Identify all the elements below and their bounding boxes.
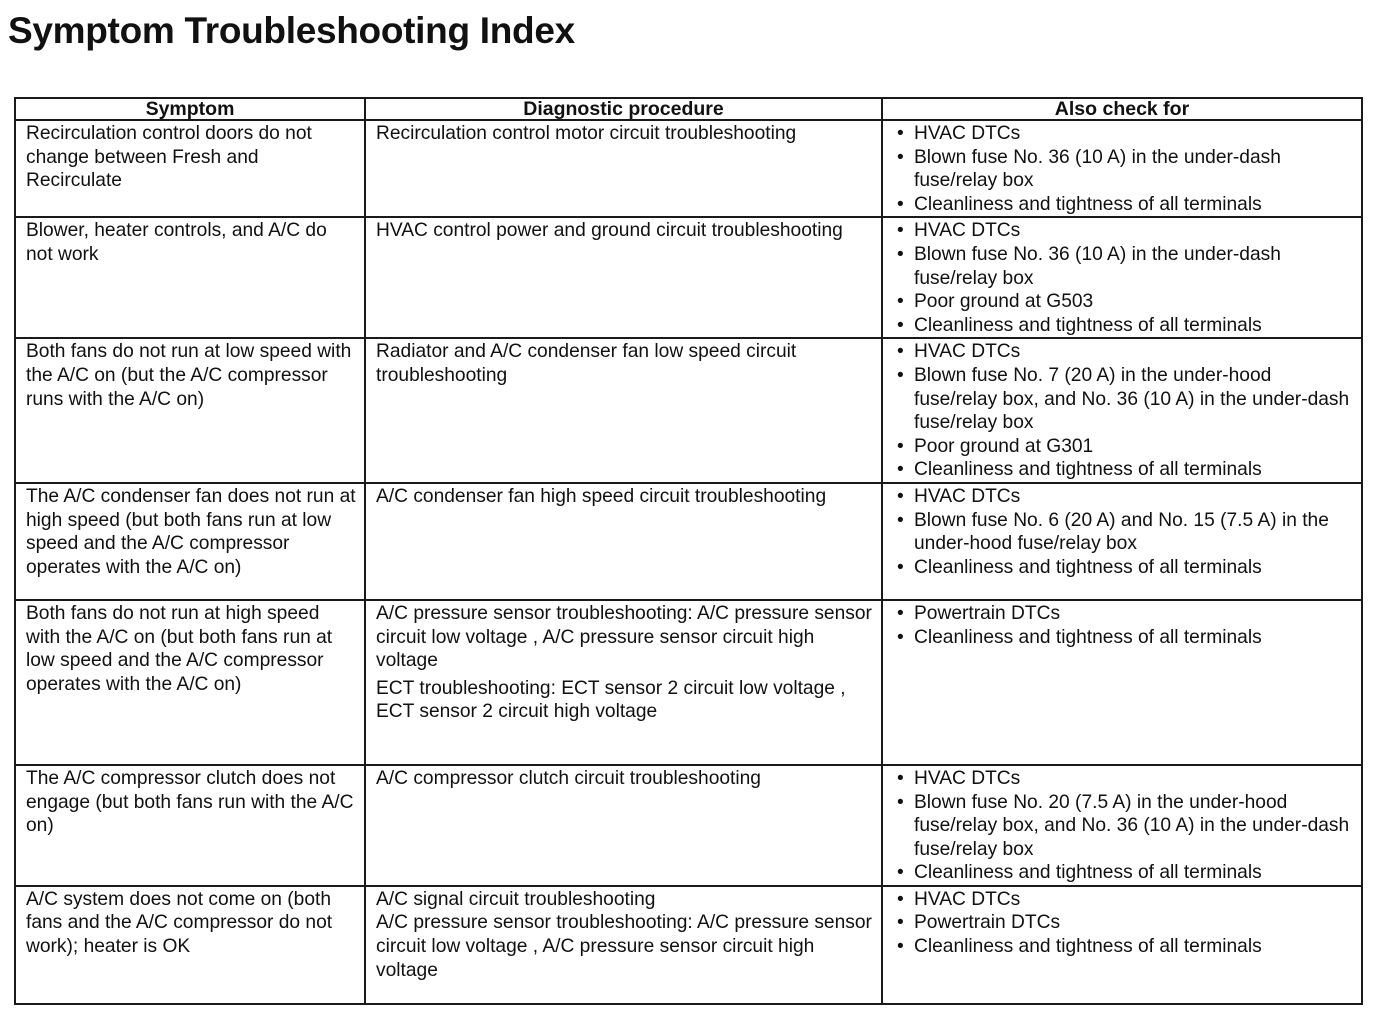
check-list-item: • Poor ground at G503 <box>893 290 1353 314</box>
check-list-item: • HVAC DTCs <box>893 340 1353 364</box>
check-list <box>893 602 1353 649</box>
check-cell <box>882 338 1362 483</box>
procedure-cell <box>365 338 882 483</box>
check-list-item: • Cleanliness and tightness of all terminals <box>893 935 1353 959</box>
procedure-cell <box>365 217 882 338</box>
check-list <box>893 122 1353 216</box>
procedure-cell <box>365 765 882 886</box>
procedure-cell <box>365 483 882 600</box>
procedure-text: HVAC control power and ground circuit troubleshooting <box>376 220 843 242</box>
check-list-item: • Blown fuse No. 20 (7.5 A) in the under-hood fuse/relay box, and No. 36 (10 A) in the under-dash fuse/relay box <box>893 791 1353 862</box>
procedure-text: A/C pressure sensor troubleshooting: A/C pressure sensor circuit low voltage , A/C pressure sensor circuit high voltage <box>376 602 872 672</box>
page-title: Symptom Troubleshooting Index <box>8 10 575 51</box>
check-cell <box>882 217 1362 338</box>
symptom-cell: Both fans do not run at high speed with the A/C on (but both fans run at low speed and the A/C compressor operates with the A/C on) <box>15 600 365 765</box>
symptom-cell: Recirculation control doors do not change between Fresh and Recirculate <box>15 120 365 217</box>
procedure-text: Radiator and A/C condenser fan low speed circuit troubleshooting <box>376 341 797 386</box>
procedure-text: Recirculation control motor circuit troubleshooting <box>376 123 797 144</box>
table-row <box>15 765 1362 886</box>
check-list <box>893 888 1353 959</box>
table-header-row <box>15 98 1362 120</box>
procedure-cell <box>365 886 882 1004</box>
check-list-item: • HVAC DTCs <box>893 219 1353 243</box>
check-list-item: • Cleanliness and tightness of all terminals <box>893 861 1353 885</box>
check-list-item: • HVAC DTCs <box>893 767 1353 791</box>
check-list-item: • Blown fuse No. 36 (10 A) in the under-dash fuse/relay box <box>893 243 1353 290</box>
check-cell <box>882 765 1362 886</box>
table-row <box>15 483 1362 600</box>
check-list-item: • Blown fuse No. 36 (10 A) in the under-dash fuse/relay box <box>893 146 1353 193</box>
procedure-text: A/C pressure sensor troubleshooting: A/C pressure sensor circuit low voltage , A/C pressure sensor circuit high voltage <box>376 912 872 981</box>
check-list-item: • Cleanliness and tightness of all terminals <box>893 556 1353 580</box>
check-cell <box>882 600 1362 765</box>
check-list <box>893 219 1353 337</box>
check-list-item: • Poor ground at G301 <box>893 435 1353 459</box>
symptom-cell: The A/C condenser fan does not run at high speed (but both fans run at low speed and the A/C compressor operates with the A/C on) <box>15 483 365 600</box>
check-list-item: • HVAC DTCs <box>893 888 1353 912</box>
check-column-header: Also check for <box>882 98 1362 120</box>
table-row <box>15 600 1362 765</box>
table-row <box>15 338 1362 483</box>
check-list <box>893 767 1353 885</box>
check-cell <box>882 120 1362 217</box>
troubleshooting-index-table <box>14 97 1363 1005</box>
check-list-item: • HVAC DTCs <box>893 485 1353 509</box>
check-cell <box>882 483 1362 600</box>
procedure-column-header: Diagnostic procedure <box>365 98 882 120</box>
check-list-item: • Blown fuse No. 6 (20 A) and No. 15 (7.5 A) in the under-hood fuse/relay box <box>893 509 1353 556</box>
check-list <box>893 340 1353 482</box>
symptom-cell: Blower, heater controls, and A/C do not work <box>15 217 365 338</box>
symptom-cell: Both fans do not run at low speed with the A/C on (but the A/C compressor runs with the A/C on) <box>15 338 365 483</box>
symptom-cell: A/C system does not come on (both fans and the A/C compressor do not work); heater is OK <box>15 886 365 1004</box>
procedure-text: ECT troubleshooting: ECT sensor 2 circuit low voltage , ECT sensor 2 circuit high voltage <box>376 677 846 723</box>
symptom-column-header: Symptom <box>15 98 365 120</box>
check-list-item: • Cleanliness and tightness of all terminals <box>893 193 1353 217</box>
table-row <box>15 120 1362 217</box>
check-list-item: • Cleanliness and tightness of all terminals <box>893 314 1353 338</box>
check-list-item: • HVAC DTCs <box>893 122 1353 146</box>
table-row <box>15 886 1362 1004</box>
check-list-item: • Blown fuse No. 7 (20 A) in the under-hood fuse/relay box, and No. 36 (10 A) in the under-dash fuse/relay box <box>893 364 1353 435</box>
check-cell <box>882 886 1362 1004</box>
procedure-cell <box>365 120 882 217</box>
check-list-item: • Cleanliness and tightness of all terminals <box>893 626 1353 650</box>
procedure-text: A/C signal circuit troubleshooting <box>376 888 656 910</box>
table-row <box>15 217 1362 338</box>
check-list-item: • Powertrain DTCs <box>893 602 1353 626</box>
check-list-item: • Cleanliness and tightness of all terminals <box>893 458 1353 482</box>
procedure-text: A/C compressor clutch circuit troubleshooting <box>376 767 761 789</box>
check-list-item: • Powertrain DTCs <box>893 911 1353 935</box>
procedure-cell <box>365 600 882 765</box>
procedure-text: A/C condenser fan high speed circuit troubleshooting <box>376 485 827 507</box>
symptom-cell: The A/C compressor clutch does not engage (but both fans run with the A/C on) <box>15 765 365 886</box>
check-list <box>893 485 1353 579</box>
